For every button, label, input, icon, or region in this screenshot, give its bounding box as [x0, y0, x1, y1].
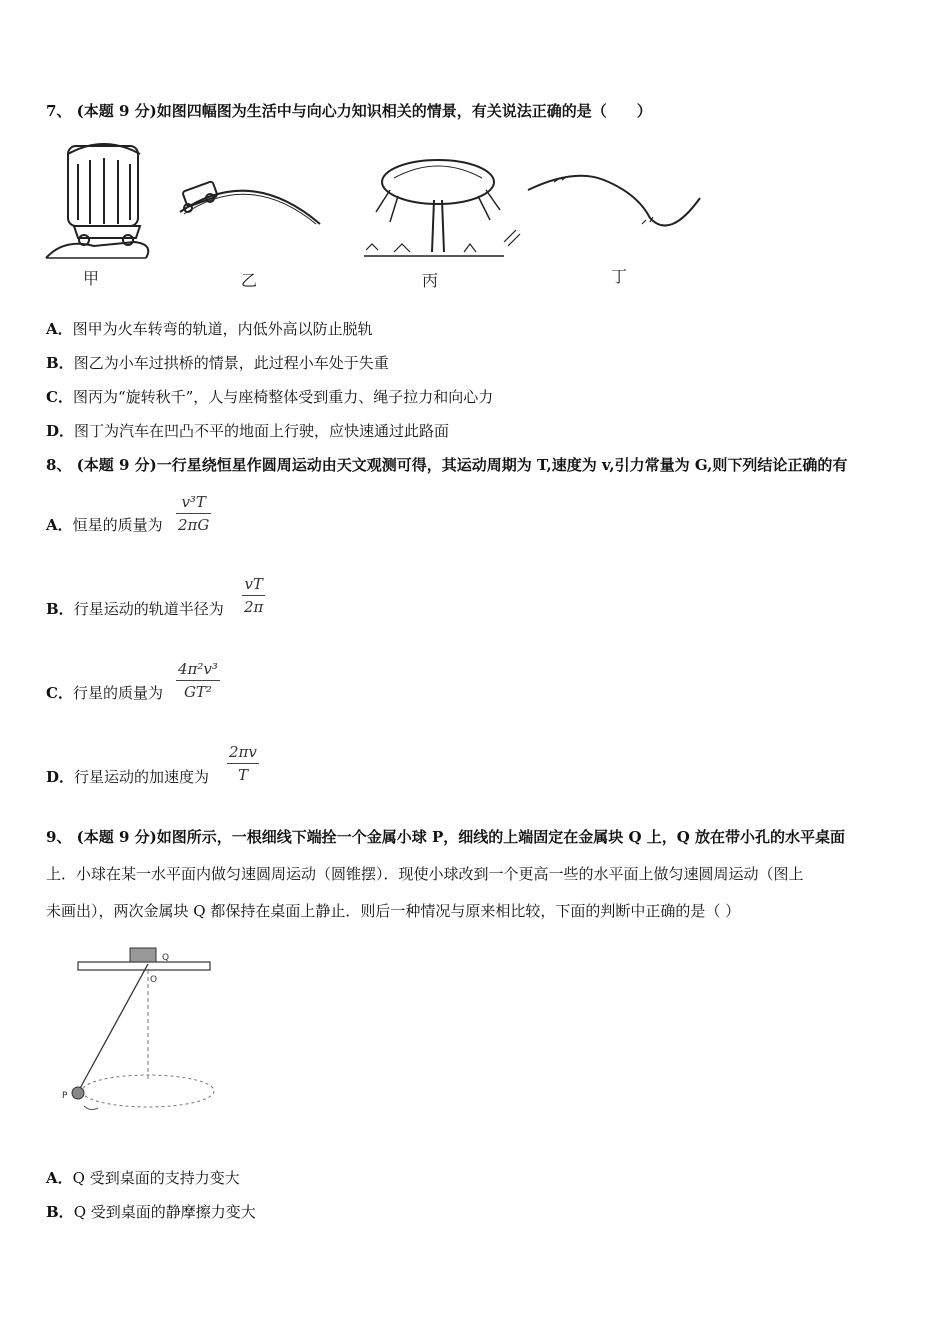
- figure-yi-arch-bridge: [180, 181, 320, 224]
- q8-option-d-formula: 2πv T: [229, 743, 257, 784]
- q7-stem: 7、 (本题 9 分)如图四幅图为生活中与向心力知识相关的情景，有关说法正确的是（ ）: [46, 102, 652, 120]
- figure-bing-swing-ride: [364, 160, 520, 256]
- caption-bing: 丙: [422, 271, 439, 290]
- q8-option-b: B．行星运动的轨道半径为: [46, 600, 224, 618]
- q7-option-d: D．图丁为汽车在凹凸不平的地面上行驶，应快速通过此路面: [46, 422, 450, 440]
- block-q: [130, 948, 156, 962]
- q7-option-b: B．图乙为小车过拱桥的情景，此过程小车处于失重: [46, 354, 389, 372]
- orbit-circle: [82, 1075, 214, 1107]
- q8-option-a-formula: v³T 2πG: [178, 493, 210, 534]
- q9-option-a: A．Q 受到桌面的支持力变大: [46, 1169, 240, 1187]
- q9-stem-line-1: 9、 (本题 9 分)如图所示，一根细线下端拴一个金属小球 P，细线的上端固定在金属块 Q 上，Q 放在带小孔的水平桌面: [46, 828, 846, 846]
- caption-jia: 甲: [83, 269, 100, 288]
- caption-ding: 丁: [611, 267, 628, 286]
- caption-yi: 乙: [241, 271, 258, 290]
- table-surface: [78, 962, 210, 970]
- q8-option-c-formula: 4π²v³ GT²: [178, 660, 218, 701]
- label-q: Q: [162, 953, 170, 963]
- q9-conical-pendulum-figure: [56, 940, 236, 1130]
- q9-stem-line-2: 上．小球在某一水平面内做匀速圆周运动（圆锥摆）．现使小球改到一个更高一些的水平面上做匀速圆周运动（图上: [46, 865, 804, 883]
- figure-ding-bumpy-road: [528, 176, 700, 226]
- rotation-arrow: [84, 1106, 98, 1110]
- q8-option-b-formula: vT 2π: [244, 575, 264, 616]
- q8-option-c: C．行星的质量为: [46, 684, 163, 702]
- ball-p: [72, 1087, 84, 1099]
- label-o: O: [150, 975, 158, 985]
- figure-jia-train: [46, 144, 148, 258]
- string: [78, 964, 148, 1092]
- q9-option-b: B．Q 受到桌面的静摩擦力变大: [46, 1203, 256, 1221]
- label-p: P: [62, 1091, 68, 1101]
- q9-stem-line-3: 未画出），两次金属块 Q 都保持在桌面上静止．则后一种情况与原来相比较，下面的判断中正确的是（ ）: [46, 902, 741, 920]
- q8-option-d: D．行星运动的加速度为: [46, 768, 210, 786]
- q8-option-a: A．恒星的质量为: [46, 516, 163, 534]
- q7-option-c: C．图丙为“旋转秋千”，人与座椅整体受到重力、绳子拉力和向心力: [46, 388, 494, 406]
- q7-option-a: A．图甲为火车转弯的轨道，内低外高以防止脱轨: [46, 320, 373, 338]
- q8-stem: 8、 (本题 9 分)一行星绕恒星作圆周运动由天文观测可得，其运动周期为 T,速度为 v,引力常量为 G,则下列结论正确的有: [46, 456, 848, 474]
